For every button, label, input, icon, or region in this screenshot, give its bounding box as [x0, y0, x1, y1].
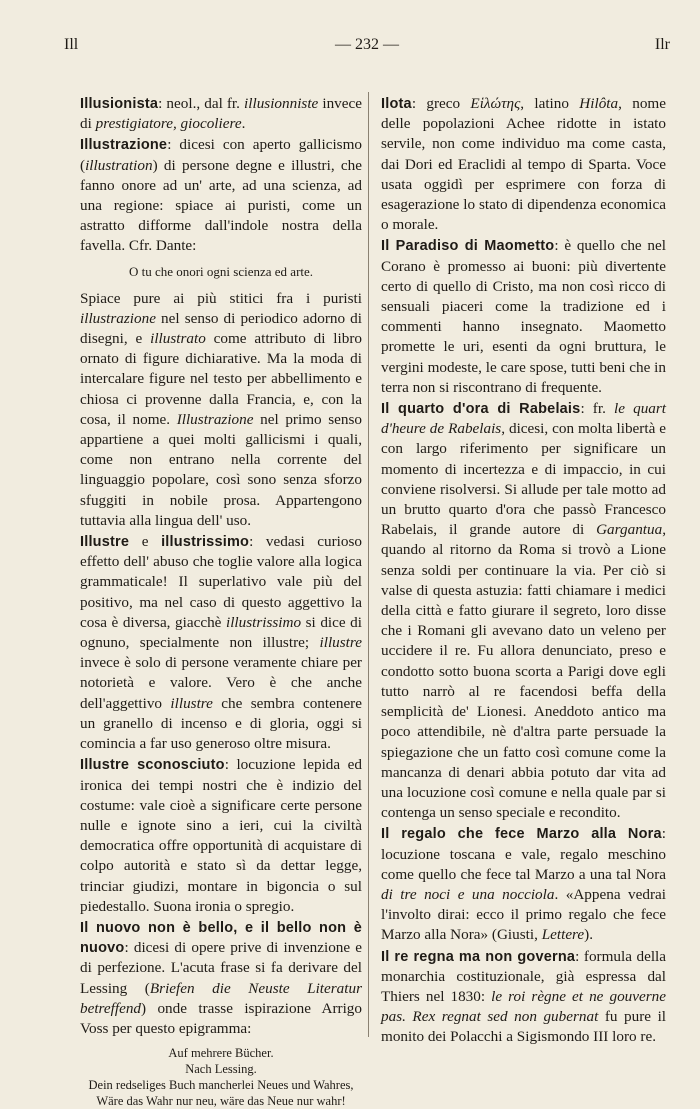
entry-term: illustrissimo — [161, 534, 250, 551]
epigram-line: Nach Lessing. — [185, 1062, 257, 1077]
entry-illustre-sconosciuto: Illustre sconosciuto: locuzione lepida ed ironica dei tempi nostri che è indizio del costume: vale cioè a significare certe persone nulle e ignote sino a ieri, cui la civiltà democratica offre opportunità di acquistare di colpo autorità e stato sì da dettar legge, trinciar giudizi, montare in bigoncia o sul piedestallo. Suona ironia o spregio. — [80, 756, 362, 915]
entry-term: Illustrazione — [80, 137, 168, 154]
entry-paradiso-di-maometto: Il Paradiso di Maometto: è quello che nel Corano è promesso ai buoni: più divertente certo di quello di Cristo, ma non così ricco di sensuali piaceri come la tradizione ed i commenti hanno insegnato. Maometto promette le uri, esenti da ogni bruttura, le vergini modeste, le care spose, tutti beni che in terra non si riscontrano di frequente. — [381, 237, 666, 396]
dante-quote: O tu che onori ogni scienza ed arte. — [128, 263, 314, 279]
entry-term: Il quarto d'ora di Rabelais — [381, 401, 581, 418]
entry-term: Il re regna ma non governa — [381, 948, 576, 965]
entry-regalo-marzo-alla-nora: Il regalo che fece Marzo alla Nora: locuzione toscana e vale, regalo meschino come quello che fece tal Marzo a una tal Nora di tre noci e una nocciola. «Appena vedrai l'involto dirai: ecco il primo regalo che fece Marzo alla Nora» (Giusti, Lettere). — [381, 825, 666, 944]
entry-term: Illustre — [80, 534, 130, 551]
entry-illustrazione-continued: Spiace pure ai più stitici fra i puristi illustrazione nel senso di periodico adorno di disegni, e illustrato come attributo di libro ornato di figure dichiarative. Ma la moda di intercalare figure nel testo per abbellimento e chiosa ci provenne dalla Francia, e, con la cosa, il nome. Illustrazione nel primo senso appartiene a quei molti gallicismi i quali, come non entrano nella corrente del linguaggio popolare, così sono senza sforzo sfuggiti in nobile prosa. Appartengono tuttavia alla lingua dell' uso. — [80, 289, 362, 529]
entry-illustre: Illustre e illustrissimo: vedasi curioso effetto dell' abuso che toglie valore alla logica grammaticale! Il superlativo vale più del positivo, ma nel caso di questo aggettivo la cosa è diversa, giacchè illustrissimo si dice di ognuno, specialmente non illustre; illustre invece è solo di persone veramente chiare per notorietà e valore. Vero è che anche dell'aggettivo illustre che sembra contenere un granello di incenso e di gloria, oggi si comincia a far uso generoso oltre misura. — [80, 533, 362, 753]
left-column — [80, 94, 362, 1109]
entry-quarto-d-ora-di-rabelais: Il quarto d'ora di Rabelais: fr. le quart d'heure de Rabelais, dicesi, con molta libertà e con largo riferimento per significare un momento di incertezza e di impaccio, in cui conviene risolversi. Si allude per tale motto ad un brutto quarto d'ora che passò Francesco Rabelais, il grande autore di Gargantua, quando al ritorno da Roma si trovò a Lione senza soldi per continuare la via. Per ciò si valse di questa astuzia: fatti chiamare i medici della città e fatto giurare il segreto, loro disse che i Romani gli avevano dato un veleno per uccidere il re. Fu allora denunciato, preso e condotto sotto buona scorta a Parigi dove egli tutto narrò al re facendosi beffa della semplicità de' Lionesi. Aneddoto antico ma poco attendibile, nè d'altra parte persuade la spiegazione che un fatto così comune come la mancanza di denari abbia potuto dar vita ad una locuzione così comune e nella quale par si contenga un senso speciale e recondito. — [381, 400, 667, 822]
header-left-guideword: Ill — [64, 36, 79, 53]
entry-term: Il regalo che fece Marzo alla Nora — [381, 826, 662, 843]
entry-ilota: Ilota: greco Εἱλώτης, latino Hilôta, nome delle popolazioni Achee ridotte in istato servile, non come individuo ma come casta, dai Dori ed Eraclidi al tempo di Sparta. Voce usata oggidì per esprimere con forza di esagerazione lo stato di dipendenza economica o morale. — [381, 95, 666, 234]
epigram-line: Wäre das Wahr nur neu, wäre das Neue nur wahr! — [96, 1094, 346, 1109]
entry-term: Illusionista — [80, 96, 159, 112]
epigram-line: Auf mehrere Bücher. — [168, 1046, 274, 1061]
entry-term: Illustre sconosciuto — [80, 757, 225, 774]
column-divider — [368, 92, 369, 1037]
entry-illusionista: Illusionista: neol., dal fr. illusionniste invece di prestigiatore, giocoliere. — [80, 95, 362, 133]
entry-term: Ilota — [381, 96, 412, 112]
page-number: — 232 — — [335, 36, 399, 53]
entry-illustrazione: Illustrazione: dicesi con aperto gallicismo (illustration) di persone degne e illustri, che fanno onore ad un' arte, ad una scienza, ad una regione: spiace ai puristi, come un astratto difforme dall'indole nostra della favella. Cfr. Dante: — [80, 136, 362, 255]
page-header — [64, 36, 670, 66]
entry-term: Il nuovo non è bello, e il bello non è nuovo — [80, 919, 362, 957]
right-column — [381, 94, 666, 1049]
entry-il-nuovo-non-e-bello: Il nuovo non è bello, e il bello non è nuovo: dicesi di opere prive di invenzione e di perfezione. L'acuta frase si fa derivare del Lessing (Briefen die Neuste Literatur betreffend) onde trasse ispirazione Arrigo Voss per questo epigramma: — [80, 919, 362, 1037]
entry-term: Il Paradiso di Maometto — [381, 238, 555, 255]
header-right-guideword: Ilr — [654, 36, 670, 53]
epigram — [80, 1045, 362, 1109]
epigram-line: Dein redseliges Buch mancherlei Neues und Wahres, — [88, 1078, 354, 1093]
entry-il-re-regna: Il re regna ma non governa: formula della monarchia costituzionale, già espressa dal Thiers nel 1830: le roi règne et ne gouverne pas. Rex regnat sed non gubernat fu pure il monito dei Polacchi a Sigismondo III loro re. — [381, 947, 667, 1046]
